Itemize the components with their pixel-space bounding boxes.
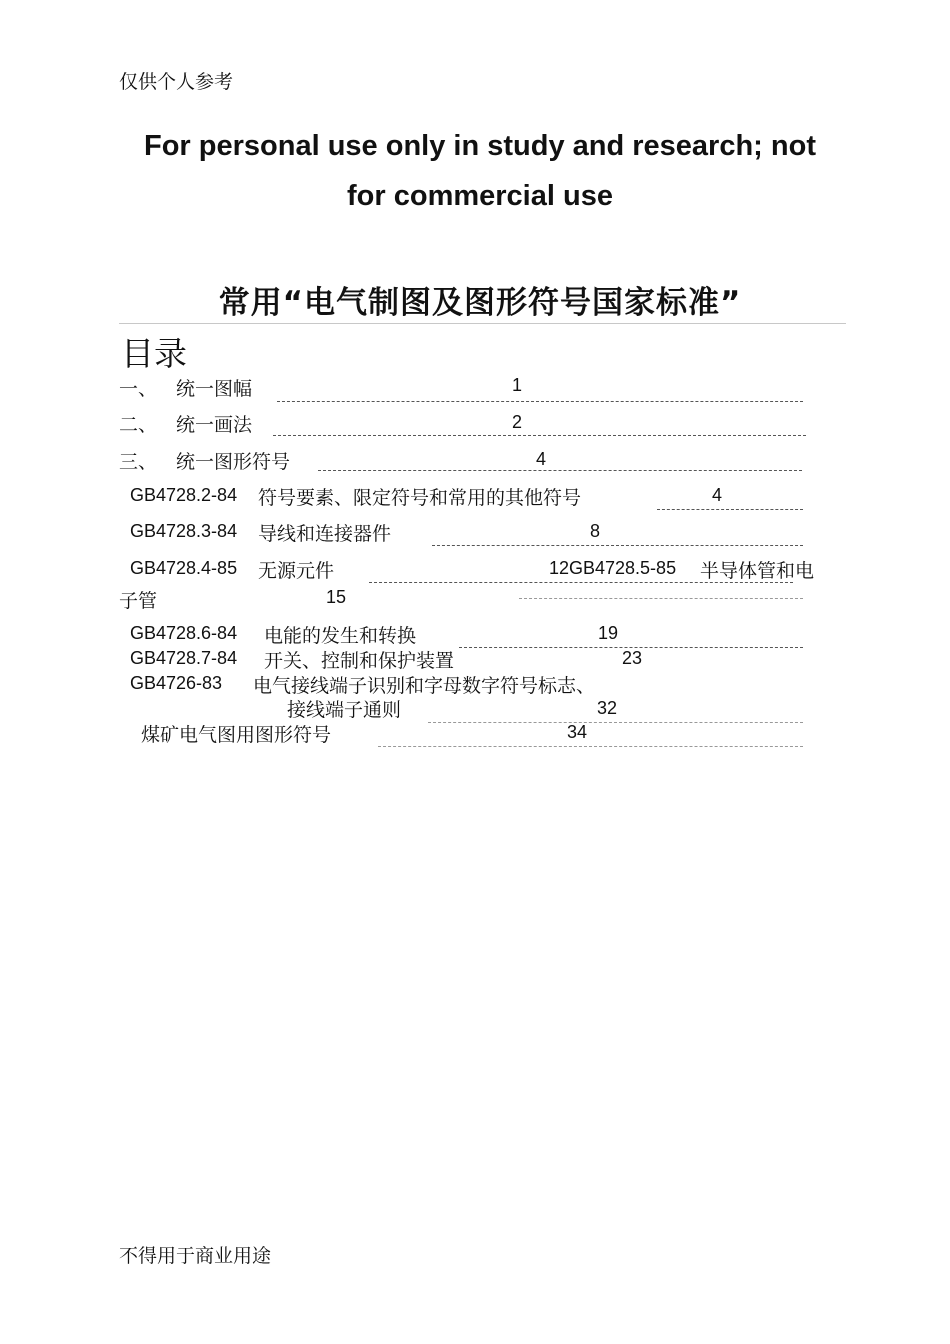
toc-title: 开关、控制和保护装置 bbox=[264, 650, 455, 672]
toc-page: 2 bbox=[512, 412, 523, 432]
toc-leader bbox=[378, 746, 803, 747]
toc-code: GB4726-83 bbox=[130, 673, 223, 693]
toc-leader bbox=[369, 582, 793, 583]
toc-title: 煤矿电气图用图形符号 bbox=[141, 724, 332, 746]
toc-page: 1 bbox=[512, 375, 523, 395]
toc-code: GB4728.2-84 bbox=[130, 485, 238, 505]
toc-page: 8 bbox=[590, 521, 601, 541]
toc-title: 统一画法 bbox=[176, 414, 253, 436]
toc-page: 19 bbox=[598, 623, 619, 643]
toc-page: 23 bbox=[622, 648, 643, 668]
toc-prefix: 一、 bbox=[119, 378, 158, 400]
header-note: 仅供个人参考 bbox=[119, 71, 234, 93]
toc-title: 统一图幅 bbox=[176, 378, 253, 400]
toc-code: GB4728.4-85 bbox=[130, 558, 238, 578]
toc-leader bbox=[277, 401, 803, 402]
toc-code: GB4728.6-84 bbox=[130, 623, 238, 643]
english-title-line2: for commercial use bbox=[347, 180, 613, 212]
toc-code: GB4728.7-84 bbox=[130, 648, 238, 668]
toc-title: 无源元件 bbox=[258, 560, 335, 582]
toc-page: 32 bbox=[597, 698, 618, 718]
toc-leader bbox=[657, 509, 803, 510]
footer-note: 不得用于商业用途 bbox=[119, 1245, 272, 1267]
main-title: 常用“电气制图及图形符号国家标准” bbox=[218, 285, 742, 321]
toc-page: 34 bbox=[567, 722, 588, 742]
toc-title: 导线和连接器件 bbox=[258, 523, 392, 545]
english-title-line1: For personal use only in study and research; not bbox=[144, 130, 816, 162]
toc-title: 统一图形符号 bbox=[176, 451, 291, 473]
toc-prefix: 二、 bbox=[119, 414, 158, 436]
toc-prefix: 三、 bbox=[119, 451, 158, 473]
toc-title: 电气接线端子识别和字母数字符号标志、 bbox=[253, 675, 596, 697]
toc-page: 12 bbox=[549, 558, 570, 578]
toc-title-continued: 接线端子通则 bbox=[287, 699, 402, 721]
toc-leader bbox=[432, 545, 803, 546]
toc-code-2: GB4728.5-85 bbox=[569, 558, 677, 578]
toc-title-2: 半导体管和电 bbox=[700, 560, 815, 582]
divider bbox=[119, 323, 846, 324]
toc-title-2-continued: 子管 bbox=[119, 590, 158, 612]
toc-page: 4 bbox=[712, 485, 723, 505]
toc-page: 4 bbox=[536, 449, 547, 469]
toc-page-2: 15 bbox=[326, 587, 347, 607]
toc-code: GB4728.3-84 bbox=[130, 521, 238, 541]
toc-leader bbox=[318, 470, 802, 471]
toc-title: 符号要素、限定符号和常用的其他符号 bbox=[258, 487, 582, 509]
toc-leader bbox=[273, 435, 806, 436]
toc-title: 电能的发生和转换 bbox=[264, 625, 417, 647]
toc-leader bbox=[519, 598, 803, 599]
toc-heading: 目录 bbox=[121, 334, 187, 373]
toc-leader bbox=[428, 722, 803, 723]
